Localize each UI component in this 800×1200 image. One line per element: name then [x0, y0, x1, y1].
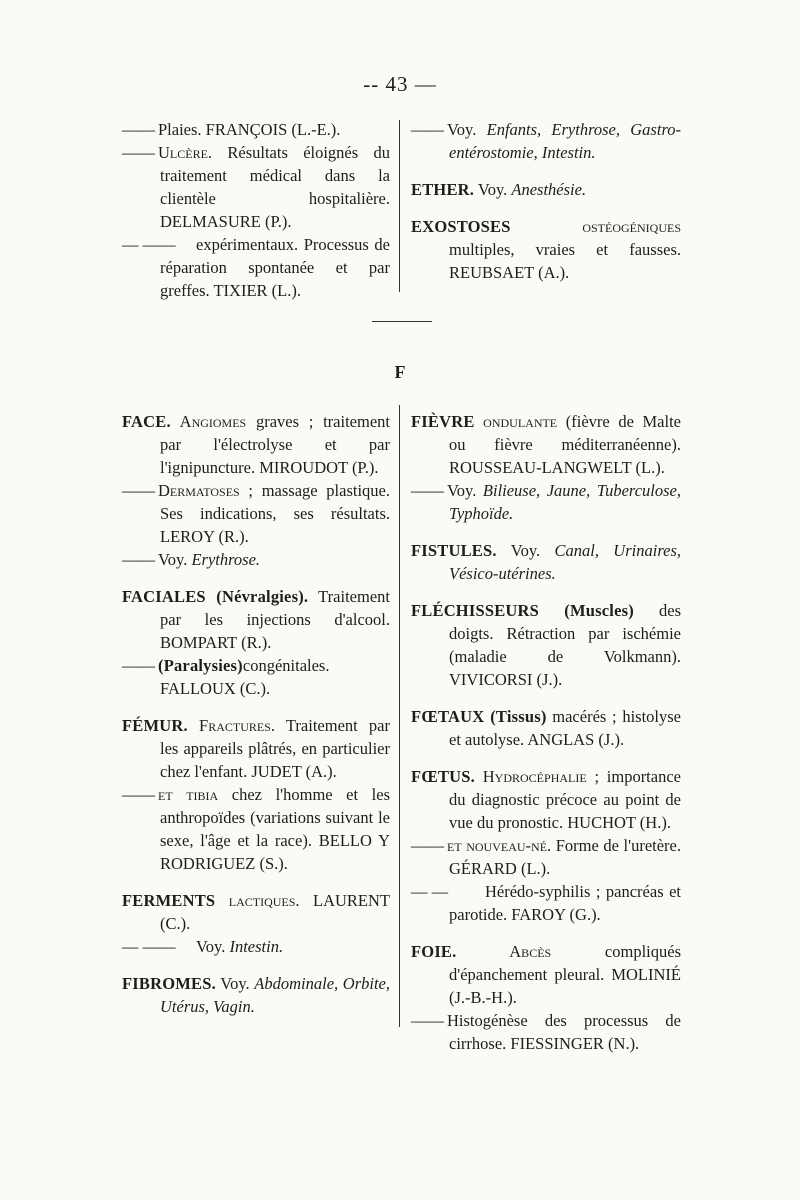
entry-text: compliqués d'épanchement pleural. MOLINIÉ (J.-B.-H.).	[449, 942, 681, 1007]
subheading: ondulante	[474, 412, 558, 431]
top-left-column	[122, 118, 390, 302]
entry-ferments	[122, 889, 390, 935]
headword: FACE.	[122, 412, 171, 431]
entry-fievre	[411, 410, 681, 479]
entry-femur-tibia	[122, 783, 390, 875]
entry-voy-enfants	[411, 118, 681, 164]
headword: FIBROMES.	[122, 974, 216, 993]
dash: ——	[122, 550, 155, 569]
section-letter: F	[394, 362, 406, 382]
entry-text: ; massage plastique. Ses indications, ses résultats. LEROY (R.).	[160, 481, 390, 546]
headword: FŒTUS.	[411, 767, 476, 786]
dash: ——	[122, 143, 155, 162]
subheading: Abcès	[456, 942, 552, 961]
section-rule	[372, 321, 432, 322]
dash: ——	[122, 785, 155, 804]
top-right-column	[411, 118, 681, 298]
entry-fievre-voy	[411, 479, 681, 525]
entry-text: congénitales. FALLOUX (C.).	[160, 656, 330, 698]
entry-text: multiples, vraies et fausses. REUBSAET (A.).	[449, 240, 681, 282]
entry-foie	[411, 940, 681, 1009]
dash: ——	[122, 481, 155, 500]
headword: FLÉCHISSEURS	[411, 601, 540, 620]
entry-ulcere	[122, 141, 390, 233]
entry-text: Voy.	[158, 550, 192, 569]
entry-text: Voy.	[447, 481, 483, 500]
bottom-left-column	[122, 410, 390, 1032]
subheading: Hydrocéphalie	[475, 767, 587, 786]
bottom-right-column	[411, 410, 681, 1069]
entry-text: graves ; traitement par l'électrolyse et par l'ignipuncture. MIROUDOT (P.).	[160, 412, 390, 477]
entry-text: Voy.	[215, 974, 255, 993]
entry-text: (fièvre de Malte ou fièvre méditerranéenne). ROUSSEAU-LANGWELT (L.).	[449, 412, 681, 477]
entry-plaies	[122, 118, 390, 141]
entry-ether	[411, 178, 681, 201]
headword: FERMENTS	[122, 891, 216, 910]
entry-text: des doigts. Rétraction par ischémie (maladie de Volkmann). VIVICORSI (J.).	[449, 601, 681, 689]
dash: ——	[411, 1011, 444, 1030]
page-number: -- 43 —	[363, 72, 437, 96]
entry-foetus	[411, 765, 681, 834]
cross-reference: Abdominale, Orbite, Utérus, Vagin.	[160, 974, 390, 1016]
entry-text: ; importance du diagnostic précoce au point de vue du pronostic. HUCHOT (H.).	[449, 767, 681, 832]
entry-foetaux	[411, 705, 681, 751]
entry-faciales-paralysies	[122, 654, 390, 700]
entry-text: Plaies. FRANÇOIS (L.-E.).	[158, 120, 341, 139]
entry-fibromes	[122, 972, 390, 1018]
entry-text: macérés ; histolyse et autolyse. ANGLAS (J.).	[449, 707, 682, 749]
entry-foetus-nouveau-ne	[411, 834, 681, 880]
subheading: ostéogéniques	[510, 217, 681, 236]
entry-flechisseurs	[411, 599, 681, 691]
entry-text: chez l'homme et les anthropoïdes (variations suivant le sexe, l'âge et la race). BELLO Y RODRIGUEZ (S.).	[160, 785, 390, 873]
headword: FOIE.	[411, 942, 457, 961]
headword: FŒTAUX	[411, 707, 485, 726]
entry-text: Voy.	[474, 180, 512, 199]
cross-reference: Intestin.	[229, 937, 284, 956]
subheading: Ulcère	[158, 143, 208, 162]
entry-foie-histogenese	[411, 1009, 681, 1055]
entry-exostoses	[411, 215, 681, 284]
entry-text: . Forme de l'uretère. GÉRARD (L.).	[449, 836, 681, 878]
qualifier: (Tissus)	[484, 707, 547, 726]
headword: FISTULES.	[411, 541, 497, 560]
entry-text: Histogénèse des processus de cirrhose. FIESSINGER (N.).	[447, 1011, 681, 1053]
dash: — ——	[122, 235, 176, 254]
cross-reference: Bilieuse, Jaune, Tuberculose, Typhoïde.	[449, 481, 681, 523]
cross-reference: Canal, Urinaires, Vésico-utérines.	[449, 541, 681, 583]
entry-fistules	[411, 539, 681, 585]
entry-face-dermatoses	[122, 479, 390, 548]
entry-text: . LAURENT (C.).	[160, 891, 390, 933]
entry-text: expérimentaux. Processus de réparation spontanée et par greffes. TIXIER (L.).	[160, 235, 390, 300]
entry-text: . Traitement par les appareils plâtrés, en particulier chez l'enfant. JUDET (A.).	[160, 716, 390, 781]
entry-experimentaux	[122, 233, 390, 302]
subheading: Fractures	[187, 716, 271, 735]
entry-text: . Résultats éloignés du traitement médical dans la clientèle hospitalière. DELMASURE (P.).	[160, 143, 390, 231]
subheading: Dermatoses	[158, 481, 240, 500]
dash: ——	[411, 481, 444, 500]
entry-text: Voy.	[447, 120, 487, 139]
dash: ——	[122, 656, 155, 675]
cross-reference: Enfants, Erythrose, Gastro-entérostomie, Intestin.	[449, 120, 681, 162]
headword: EXOSTOSES	[411, 217, 511, 236]
cross-reference: Anesthésie.	[511, 180, 587, 199]
dash: ——	[411, 120, 444, 139]
entry-face	[122, 410, 390, 479]
entry-text: Traitement par les injections d'alcool. BOMPART (R.).	[160, 587, 390, 652]
qualifier: (Muscles)	[539, 601, 634, 620]
dash: ——	[122, 120, 155, 139]
entry-faciales	[122, 585, 390, 654]
entry-foetus-heredo	[411, 880, 681, 926]
headword: FÉMUR.	[122, 716, 188, 735]
column-divider-top	[399, 120, 400, 292]
headword: FACIALES	[122, 587, 206, 606]
headword: FIÈVRE	[411, 412, 475, 431]
dash: — —	[411, 882, 449, 901]
entry-ferments-voy	[122, 935, 390, 958]
column-divider-bottom	[399, 405, 400, 1027]
entry-text: Voy.	[196, 937, 230, 956]
qualifier: (Paralysies)	[158, 656, 243, 675]
subheading: lactiques	[215, 891, 296, 910]
subheading: et nouveau-né	[447, 836, 548, 855]
entry-text: Voy.	[496, 541, 555, 560]
headword: ETHER.	[411, 180, 475, 199]
dash: ——	[411, 836, 444, 855]
entry-face-voy	[122, 548, 390, 571]
subheading: Angiomes	[170, 412, 247, 431]
cross-reference: Erythrose.	[191, 550, 261, 569]
entry-text: Hérédo-syphilis ; pancréas et parotide. FAROY (G.).	[449, 882, 681, 924]
entry-femur	[122, 714, 390, 783]
dash: — ——	[122, 937, 176, 956]
subheading: et tibia	[158, 785, 219, 804]
qualifier: (Névralgies).	[205, 587, 309, 606]
